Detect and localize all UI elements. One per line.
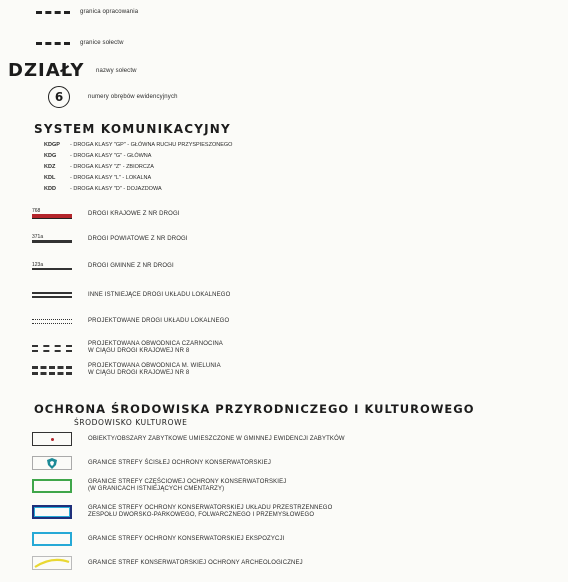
road-class-row <box>44 186 162 192</box>
system-heading: SYSTEM KOMUNIKACYJNY <box>34 122 231 136</box>
cyan-box-symbol <box>32 532 72 546</box>
bypass-symbol <box>32 345 76 352</box>
legend-label-two-line <box>88 479 286 493</box>
green-box-symbol <box>32 479 72 493</box>
planned-road-symbol <box>32 319 76 324</box>
legend-row-spatial-layout-protection <box>32 505 332 519</box>
ochrona-subtitle: ŚRODOWISKO KULTUROWE <box>74 418 188 427</box>
national-road-symbol <box>32 208 76 219</box>
legend-label: INNE ISTNIEJĄCE DROGI UKŁADU LOKALNEGO <box>88 292 231 298</box>
legend-label: DROGI KRAJOWE Z NR DROGI <box>88 210 180 217</box>
municipal-road-symbol <box>32 262 76 270</box>
legend-label: DROGI POWIATOWE Z NR DROGI <box>88 235 188 242</box>
road-label: - DROGA KLASY "G" - GŁÓWNA <box>70 153 152 159</box>
road-label: - DROGA KLASY "D" - DOJAZDOWA <box>70 186 162 192</box>
legend-label-line-1: GRANICE STREFY CZĘŚCIOWEJ OCHRONY KONSERWATORSKIEJ <box>88 479 287 485</box>
legend-label-line-1: PROJEKTOWANA OBWODNICA CZARNOCINA <box>88 341 223 347</box>
road-label: - DROGA KLASY "GP" - GŁÓWNA RUCHU PRZYSPIESZONEGO <box>70 142 233 148</box>
legend-row-exposure-protection <box>32 532 284 546</box>
legend-row-boundary-study <box>36 9 138 15</box>
legend-label-line-1: PROJEKTOWANA OBWODNICA M. WIELUNIA <box>88 363 221 369</box>
legend-label: GRANICE STREFY OCHRONY KONSERWATORSKIEJ EKSPOZYCJI <box>88 536 285 542</box>
legend-label: numery obrębów ewidencyjnych <box>88 94 178 100</box>
legend-row-obreby <box>48 86 178 108</box>
legend-label-two-line <box>88 505 332 519</box>
legend-label: granice sołectw <box>80 40 124 46</box>
dzialy-heading: DZIAŁY <box>8 60 85 81</box>
road-label: - DROGA KLASY "Z" - ZBIORCZA <box>70 164 154 170</box>
road-class-row <box>44 164 154 170</box>
road-code: KDL <box>44 175 56 181</box>
legend-label-line-2: (W GRANICACH ISTNIEJĄCYCH CMENTARZY) <box>88 486 225 492</box>
heritage-dot-symbol <box>32 432 72 446</box>
dotted-line-symbol <box>36 11 80 14</box>
legend-row-archaeological-protection <box>32 556 303 570</box>
legend-row-planned-local-road <box>32 318 229 324</box>
legend-label: GRANICE STREFY ŚCISŁEJ OCHRONY KONSERWATORSKIEJ <box>88 460 271 466</box>
legend-label: GRANICE STREF KONSERWATORSKIEJ OCHRONY ARCHEOLOGICZNEJ <box>88 560 303 566</box>
county-road-symbol <box>32 234 76 243</box>
road-code: KDGP <box>44 142 60 148</box>
legend-label-line-1: GRANICE STREFY OCHRONY KONSERWATORSKIEJ UKŁADU PRZESTRZENNEGO <box>88 505 333 511</box>
legend-row-sołectwa-names <box>96 68 137 74</box>
local-road-symbol <box>32 292 76 298</box>
road-label: - DROGA KLASY "L" - LOKALNA <box>70 175 152 181</box>
circle-number-symbol: 6 <box>48 86 70 108</box>
legend-row-county-road <box>32 234 188 243</box>
legend-row-boundary-solectwa <box>36 40 124 46</box>
legend-row-heritage-objects <box>32 432 345 446</box>
road-class-row <box>44 142 232 148</box>
navy-box-symbol <box>32 505 72 519</box>
legend-label: nazwy sołectw <box>96 68 137 74</box>
ochrona-heading: OCHRONA ŚRODOWISKA PRZYRODNICZEGO I KULTUROWEGO <box>34 402 475 416</box>
legend-label: granica opracowania <box>80 9 139 15</box>
shield-icon <box>32 456 72 470</box>
legend-label-two-line <box>88 341 223 355</box>
legend-label-two-line <box>88 363 221 377</box>
road-code: KDG <box>44 153 57 159</box>
legend-row-bypass-wielun <box>32 363 221 377</box>
yellow-curve-symbol <box>32 556 72 570</box>
legend-label-line-2: W CIĄGU DROGI KRAJOWEJ NR 8 <box>88 348 190 354</box>
bypass-symbol <box>32 366 76 375</box>
road-number-tag: 768 <box>32 208 41 214</box>
road-number-tag: 123a <box>32 262 44 268</box>
road-number-tag: 371a <box>32 234 44 240</box>
legend-row-partial-protection <box>32 479 286 493</box>
legend-row-bypass-czarnocin <box>32 341 223 355</box>
legend-label: OBIEKTY/OBSZARY ZABYTKOWE UMIESZCZONE W GMINNEJ EWIDENCJI ZABYTKÓW <box>88 436 345 442</box>
legend-row-municipal-road <box>32 262 174 270</box>
road-class-row <box>44 175 151 181</box>
legend-label-line-2: ZESPOŁU DWORSKO-PARKOWEGO, FOLWARCZNEGO I PRZEMYSŁOWEGO <box>88 512 315 518</box>
legend-row-strict-protection <box>32 456 271 470</box>
dashed-line-symbol <box>36 42 80 45</box>
legend-label-line-2: W CIĄGU DROGI KRAJOWEJ NR 8 <box>88 370 190 376</box>
legend-label: PROJEKTOWANE DROGI UKŁADU LOKALNEGO <box>88 318 230 324</box>
legend-row-other-local-road <box>32 292 230 298</box>
road-code: KDZ <box>44 164 56 170</box>
legend-label: DROGI GMINNE Z NR DROGI <box>88 263 174 269</box>
road-code: KDD <box>44 186 56 192</box>
road-class-row <box>44 153 151 159</box>
legend-row-national-road <box>32 208 180 219</box>
